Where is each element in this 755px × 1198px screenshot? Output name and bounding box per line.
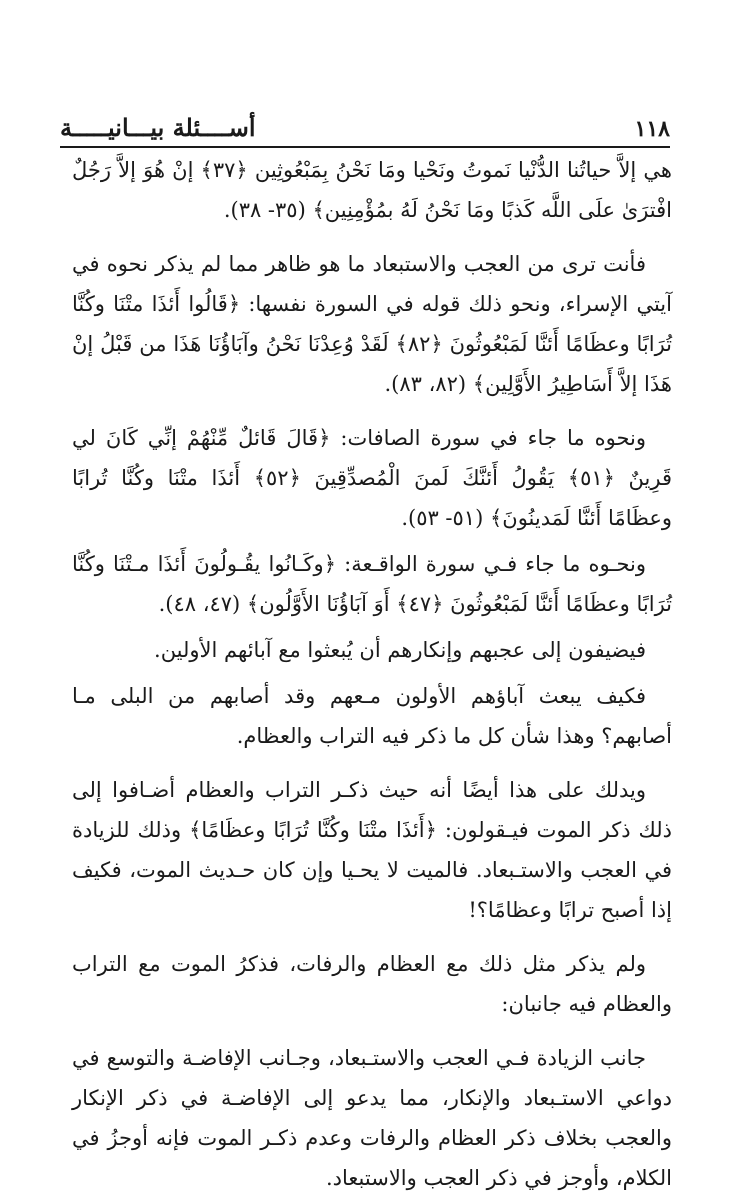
page-header — [60, 112, 670, 148]
paragraph-isra: فأنت ترى من العجب والاستبعاد ما هو ظاهر مما لم يذكر نحوه في آيتي الإسراء، ونحو ذلك قوله في السورة نفسها: ﴿قَالُوا أَئذَا متْنَا وكُنَّا تُرَابًا وعظَامًا أَئنَّا لَمَبْعُوثُونَ ﴿٨٢﴾ لَقَدْ وُعِدْنَا نَحْنُ وآبَاؤُنَا هَذَا من قَبْلُ إنْ هَذَا إلاَّ أَسَاطِيرُ الأَوَّلِين﴾ (٨٢، ٨٣). — [72, 252, 672, 396]
paragraph-how: فكيف يبعث آباؤهم الأولون مـعهم وقد أصابهم من البلى مـا أصابهم؟ وهذا شأن كل ما ذكر فيه التراب والعظام. — [72, 684, 672, 748]
page-body — [72, 150, 672, 1198]
paragraph-conclusion: جانب الزيادة فـي العجب والاستـبعاد، وجـانب الإفاضـة والتوسع في دواعي الاستـبعاد والإنكار، مما يدعو إلى الإفاضـة في ذكر الإنكار والعجب بخلاف ذكر العظام والرفات وعدم ذكـر الموت فإنه أوجزُ في الكلام، وأوجز في ذكر العجب والاستبعاد. — [72, 1046, 672, 1190]
page-number: ١١٨ — [634, 116, 670, 142]
paragraph-fathers: فيضيفون إلى عجبهم وإنكارهم أن يُبعثوا مع آبائهم الأولين. — [154, 638, 646, 662]
header-rule — [60, 146, 670, 148]
paragraph-death: ويدلك على هذا أيضًا أنه حيث ذكـر التراب والعظام أضـافوا إلى ذلك ذكر الموت فيـقولون: ﴿أَئذَا متْنَا وكُنَّا تُرَابًا وعظَامًا﴾ وذلك للزيادة في العجب والاستـبعاد. فالميت لا يحـيا وإن كان حـديث الموت، فكيف إذا أصبح ترابًا وعظامًا؟! — [72, 778, 673, 922]
paragraph-waqiah: ونحـوه ما جاء فـي سورة الواقـعة: ﴿وكَـانُوا يقُـولُونَ أَئذَا مـتْنَا وكُنَّا تُرَابًا وعظَامًا أَئنَّا لَمَبْعُوثُونَ ﴿٤٧﴾ أَوَ آبَاؤُنَا الأَوَّلُون﴾ (٤٧، ٤٨). — [72, 552, 672, 616]
paragraph-quran-continuation: هي إلاَّ حياتُنا الدُّنْيا نَموتُ ونَحْيا ومَا نَحْنُ بِمَبْعُوثِين ﴿٣٧﴾ إنْ هُوَ إلاَّ رَجُلٌ افْترَىٰ علَى اللَّه كَذبًا ومَا نَحْنُ لَهُ بمُؤْمِنِين﴾ (٣٥- ٣٨). — [72, 158, 672, 222]
paragraph-two-aspects: ولم يذكر مثل ذلك مع العظام والرفات، فذكرُ الموت مع التراب والعظام فيه جانبان: — [72, 952, 672, 1016]
paragraph-saffat: ونحوه ما جاء في سورة الصافات: ﴿قَالَ قَائلٌ مِّنْهُمْ إنِّي كَانَ لي قَرِينٌ ﴿٥١﴾ يَقُولُ أَئنَّكَ لَمنَ الْمُصدِّقِينَ ﴿٥٢﴾ أَئذَا متْنَا وكُنَّا تُرابًا وعظَامًا أَئنَّا لَمَدينُونَ﴾ (٥١- ٥٣). — [72, 426, 673, 530]
book-title: أســــئلة بيـــانيـــــة — [60, 113, 256, 142]
